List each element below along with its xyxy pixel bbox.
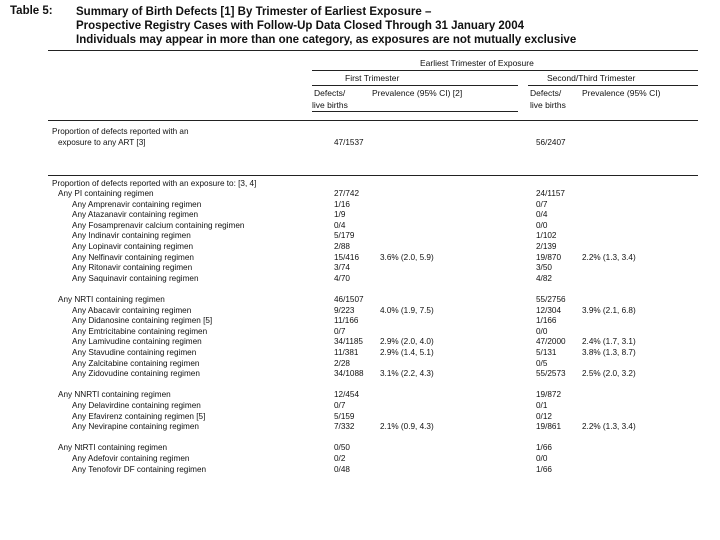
row-defects-second: 24/1157 (536, 189, 565, 198)
row-defects-second: 5/131 (536, 348, 557, 357)
spacer-row (0, 379, 720, 390)
header-defects-1: Defects/ (314, 88, 346, 98)
row-defects-second: 47/2000 (536, 337, 566, 347)
row-label: Any Tenofovir DF containing regimen (72, 464, 207, 474)
header-defects-2: Defects/ (530, 88, 562, 98)
row-defects-first: 3/74 (334, 263, 350, 273)
row-defects-first: 15/416 (334, 252, 360, 262)
row-label: Any Nelfinavir containing regimen (72, 252, 194, 262)
header-livebirths-2: live births (530, 100, 566, 110)
row-defects-second: 19/861 (536, 422, 562, 432)
row-defects-second: 1/66 (536, 464, 552, 474)
row-prevalence-first: 2.9% (1.4, 5.1) (380, 348, 434, 357)
table-row (0, 400, 720, 411)
table-row (0, 209, 720, 220)
table-row (0, 273, 720, 284)
row-label: Any PI containing regimen (58, 189, 154, 198)
row-defects-second: 55/2756 (536, 295, 566, 304)
table-row (0, 241, 720, 252)
row-defects-second: 3/50 (536, 263, 552, 273)
table-row (0, 347, 720, 358)
row-defects-second: 19/872 (536, 390, 562, 400)
header-first-trimester: First Trimester (345, 73, 400, 83)
row-defects-first: 46/1507 (334, 295, 364, 304)
row-defects-second: 2/139 (536, 242, 557, 251)
row-defects-first: 1/9 (334, 210, 346, 220)
proportion-any-line-2 (0, 137, 720, 148)
row-defects-first: 11/381 (334, 348, 359, 357)
row-label: Any Didanosine containing regimen [5] (72, 316, 213, 326)
table-row (0, 411, 720, 422)
row-defects-second: 0/4 (536, 210, 548, 220)
row-defects-first: 7/332 (334, 422, 355, 432)
row-defects-second: 1/166 (536, 316, 557, 326)
row-defects-first: 0/50 (334, 443, 350, 453)
spacer-row (0, 432, 720, 443)
row-label: Any Saquinavir containing regimen (72, 273, 199, 283)
table-row (0, 421, 720, 432)
table-row (0, 199, 720, 210)
title-line-2: Prospective Registry Cases with Follow-Up Data Closed Through 31 January 2004 (76, 20, 524, 32)
row-defects-first: 5/159 (334, 411, 355, 421)
row-label: Any NNRTI containing regimen (58, 390, 171, 400)
row-defects-first: 0/7 (334, 401, 346, 410)
row-defects-first: 34/1185 (334, 337, 363, 347)
table-row (0, 188, 720, 199)
header-bottom-rule-1 (312, 111, 518, 112)
table-row (0, 220, 720, 231)
table-row (0, 464, 720, 475)
proportion-any-label-2: exposure to any ART [3] (58, 138, 146, 147)
row-prevalence-first: 2.1% (0.9, 4.3) (380, 422, 434, 432)
row-defects-second: 0/0 (536, 220, 548, 230)
header-second-trimester: Second/Third Trimester (547, 73, 636, 83)
header-first-rule (312, 85, 518, 86)
row-defects-first: 0/7 (334, 326, 346, 336)
row-defects-first: 11/166 (334, 316, 359, 326)
header-prevalence-1: Prevalence (95% CI) [2] (372, 88, 463, 98)
row-prevalence-first: 3.1% (2.2, 4.3) (380, 369, 434, 379)
row-label: Any Indinavir containing regimen (72, 231, 191, 241)
row-defects-second: 0/1 (536, 401, 548, 410)
row-prevalence-second: 2.2% (1.3, 3.4) (582, 422, 636, 432)
row-label: Any Amprenavir containing regimen (72, 199, 202, 209)
title-line-1: Summary of Birth Defects [1] By Trimester of Earliest Exposure – (76, 6, 432, 18)
row-defects-second: 4/82 (536, 273, 552, 283)
table-label: Table 5: (10, 5, 53, 17)
row-defects-first: 0/2 (334, 454, 346, 463)
row-defects-second: 0/7 (536, 199, 548, 209)
row-defects-first: 1/16 (334, 199, 350, 209)
proportion-any-line-1 (0, 126, 720, 137)
table-row (0, 368, 720, 379)
title-line-3: Individuals may appear in more than one category, as exposures are not mutually exclusive (76, 34, 577, 46)
proportion-any-label-1: Proportion of defects reported with an (52, 127, 189, 136)
table-row (0, 358, 720, 369)
row-label: Any Abacavir containing regimen (72, 305, 192, 315)
row-label: Any Lamivudine containing regimen (72, 337, 202, 347)
row-label: Any Nevirapine containing regimen (72, 422, 199, 432)
proportion-exposure-label: Proportion of defects reported with an exposure to: [3, 4] (52, 179, 257, 188)
header-group: Earliest Trimester of Exposure (420, 58, 534, 68)
top-rule (48, 50, 698, 51)
row-defects-second: 0/0 (536, 454, 548, 463)
row-defects-first: 0/4 (334, 220, 346, 230)
table-row (0, 230, 720, 241)
section-rule-exposure (48, 175, 698, 176)
row-label: Any NRTI containing regimen (58, 295, 165, 304)
table-row (0, 262, 720, 273)
row-label: Any Emtricitabine containing regimen (72, 326, 208, 336)
row-prevalence-first: 4.0% (1.9, 7.5) (380, 305, 434, 315)
row-defects-second: 55/2573 (536, 369, 566, 379)
row-defects-first: 2/28 (334, 358, 350, 368)
section-rule-any (48, 120, 698, 121)
row-label: Any Ritonavir containing regimen (72, 263, 193, 273)
row-label: Any Lopinavir containing regimen (72, 242, 194, 251)
row-label: Any Adefovir containing regimen (72, 454, 190, 463)
table-row (0, 336, 720, 347)
row-defects-first: 4/70 (334, 273, 350, 283)
table-row (0, 453, 720, 464)
row-defects-second: 1/102 (536, 231, 557, 241)
header-group-rule (312, 70, 698, 71)
table-row (0, 294, 720, 305)
row-defects-second: 12/304 (536, 305, 562, 315)
row-prevalence-first: 3.6% (2.0, 5.9) (380, 252, 434, 262)
table-row (0, 315, 720, 326)
row-defects-first: 2/88 (334, 242, 350, 251)
table-row (0, 326, 720, 337)
header-second-rule (528, 85, 698, 86)
row-label: Any Atazanavir containing regimen (72, 210, 199, 220)
row-prevalence-second: 3.9% (2.1, 6.8) (582, 305, 636, 315)
row-defects-first: 27/742 (334, 189, 360, 198)
row-prevalence-second: 2.5% (2.0, 3.2) (582, 369, 636, 379)
table-row (0, 442, 720, 453)
row-label: Any Delavirdine containing regimen (72, 401, 201, 410)
table-row (0, 389, 720, 400)
row-label: Any Stavudine containing regimen (72, 348, 197, 357)
row-label: Any Fosamprenavir calcium containing regimen (72, 220, 245, 230)
table-row (0, 252, 720, 263)
spacer-row (0, 283, 720, 294)
row-label: Any NtRTI containing regimen (58, 443, 168, 453)
row-defects-second: 0/0 (536, 326, 548, 336)
row-prevalence-second: 2.4% (1.7, 3.1) (582, 337, 636, 347)
row-defects-first: 5/179 (334, 231, 355, 241)
header-prevalence-2: Prevalence (95% CI) (582, 88, 661, 98)
row-defects-second: 19/870 (536, 252, 562, 262)
row-defects-first: 9/223 (334, 305, 355, 315)
table-title (76, 5, 576, 47)
row-label: Any Efavirenz containing regimen [5] (72, 411, 206, 421)
row-defects-second: 1/66 (536, 443, 552, 453)
row-defects-first: 0/48 (334, 464, 350, 474)
header-livebirths-1: live births (312, 100, 348, 110)
row-prevalence-first: 2.9% (2.0, 4.0) (380, 337, 434, 347)
row-label: Any Zidovudine containing regimen (72, 369, 200, 379)
row-defects-second: 0/12 (536, 411, 552, 421)
row-defects-first: 12/454 (334, 390, 360, 400)
row-defects-first: 34/1088 (334, 369, 364, 379)
proportion-any-d1: 47/1537 (334, 138, 364, 147)
row-prevalence-second: 2.2% (1.3, 3.4) (582, 252, 636, 262)
row-label: Any Zalcitabine containing regimen (72, 358, 200, 368)
table-row (0, 305, 720, 316)
row-prevalence-second: 3.8% (1.3, 8.7) (582, 348, 636, 357)
row-defects-second: 0/5 (536, 358, 548, 368)
proportion-any-d2: 56/2407 (536, 138, 566, 147)
